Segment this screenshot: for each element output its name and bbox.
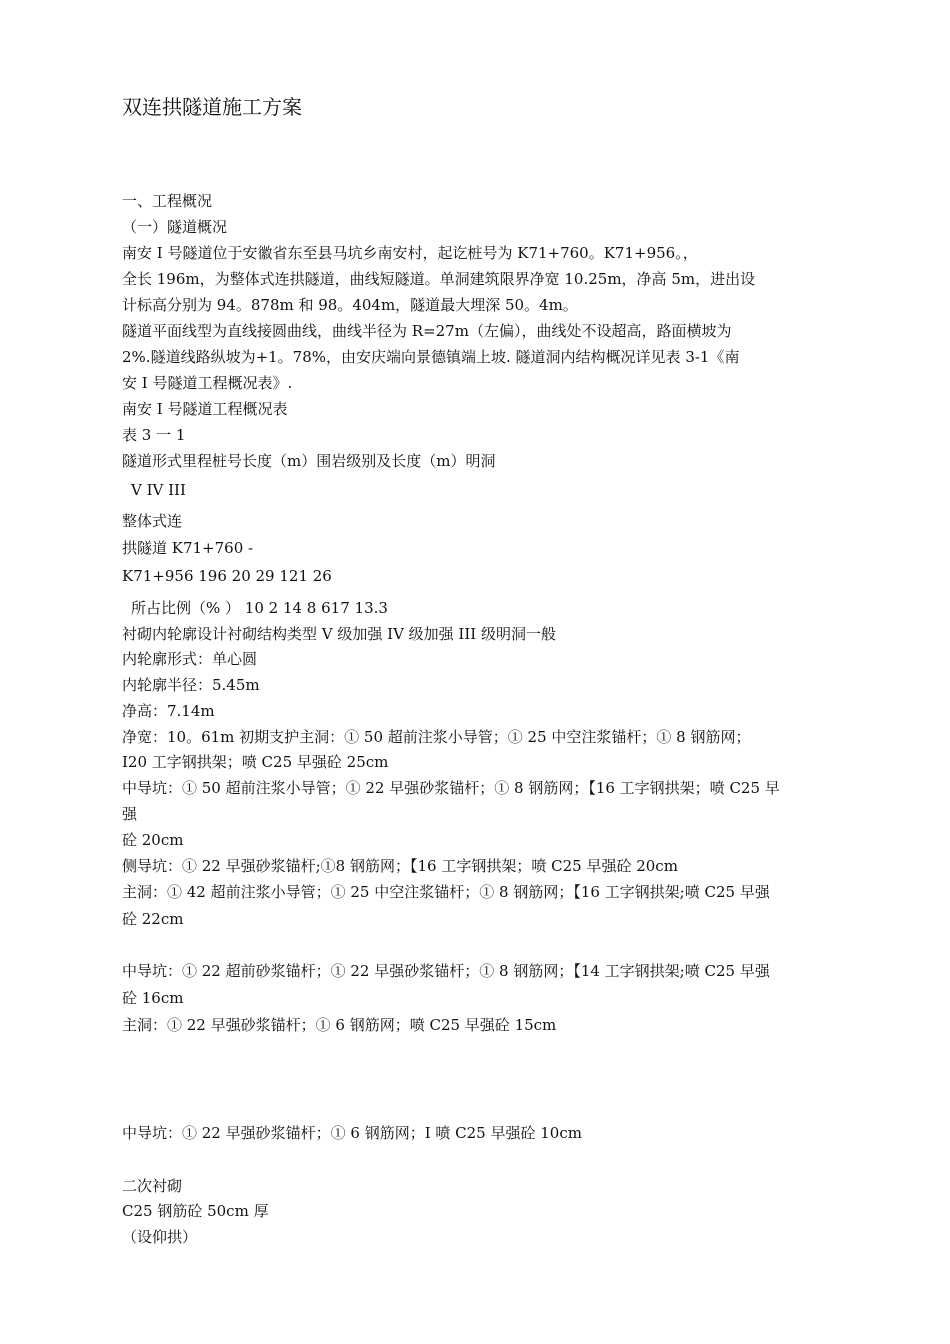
table-cell-line: 净宽：10。61m 初期支护主洞：① 50 超前注浆小导管；① 25 中空注浆锚杆；① 8 钢筋网；	[122, 728, 751, 746]
table-caption: 南安 I 号隧道工程概况表	[122, 400, 288, 418]
table-cell-line: 整体式连	[122, 512, 183, 530]
paragraph-line: 计标高分别为 94。878m 和 98。404m，隧道最大埋深 50。4m。	[122, 296, 578, 314]
table-cell-line: 中导坑：① 22 超前砂浆锚杆；① 22 早强砂浆锚杆；① 8 钢筋网；【14 工字钢拱架;喷 C25 早强	[122, 962, 770, 980]
table-cell-line: 中导坑：① 22 早强砂浆锚杆；① 6 钢筋网；I 喷 C25 早强砼 10cm	[122, 1124, 582, 1142]
table-cell-line: 主洞：① 22 早强砂浆锚杆；① 6 钢筋网；喷 C25 早强砼 15cm	[122, 1016, 557, 1034]
table-number: 表 3 一 1	[122, 426, 186, 444]
table-cell-line: （设仰拱）	[122, 1228, 198, 1246]
table-cell-line: 砼 20cm	[122, 831, 184, 849]
table-cell-line: 强	[122, 805, 138, 823]
table-cell-line: 内轮廓半径：5.45m	[122, 676, 260, 694]
table-cell-line: 衬砌内轮廓设计衬砌结构类型 V 级加强 IV 级加强 III 级明洞一般	[122, 625, 556, 643]
subsection-heading: （一）隧道概况	[122, 218, 228, 236]
paragraph-line: 2%.隧道线路纵坡为+1。78%，由安庆端向景德镇端上坡. 隧道洞内结构概况详见表 3-1《南	[122, 348, 740, 366]
table-cell-line: 砼 22cm	[122, 910, 184, 928]
paragraph-line: 隧道平面线型为直线接圆曲线，曲线半径为 R=27m（左偏），曲线处不设超高，路面横坡为	[122, 322, 732, 340]
table-cell-line: K71+956 196 20 29 121 26	[122, 567, 332, 585]
section-heading: 一、工程概况	[122, 192, 213, 210]
table-cell-line: I20 工字钢拱架；喷 C25 早强砼 25cm	[122, 753, 389, 771]
table-cell-line: 所占比例（% ） 10 2 14 8 617 13.3	[131, 599, 388, 617]
paragraph-line: 全长 196m，为整体式连拱隧道，曲线短隧道。单洞建筑限界净宽 10.25m，净高 5m，进出设	[122, 270, 756, 288]
table-cell-line: C25 钢筋砼 50cm 厚	[122, 1202, 269, 1220]
table-cell-line: 砼 16cm	[122, 989, 184, 1007]
table-cell-line: 二次衬砌	[122, 1177, 183, 1195]
table-header-line: V IV III	[131, 481, 186, 499]
table-cell-line: 内轮廓形式：单心圆	[122, 650, 258, 668]
table-header-line: 隧道形式里程桩号长度（m）围岩级别及长度（m）明洞	[122, 452, 496, 470]
table-cell-line: 侧导坑：① 22 早强砂浆锚杆;①8 钢筋网；【16 工字钢拱架；喷 C25 早强砼 20cm	[122, 857, 678, 875]
document-title: 双连拱隧道施工方案	[122, 95, 302, 119]
paragraph-line: 安 I 号隧道工程概况表》.	[122, 374, 293, 392]
table-cell-line: 拱隧道 K71+760 -	[122, 539, 254, 557]
table-cell-line: 净高：7.14m	[122, 702, 215, 720]
table-cell-line: 主洞：① 42 超前注浆小导管；① 25 中空注浆锚杆；① 8 钢筋网；【16 工字钢拱架;喷 C25 早强	[122, 883, 770, 901]
paragraph-line: 南安 I 号隧道位于安徽省东至县马坑乡南安村，起讫桩号为 K71+760。K71+956。，	[122, 244, 698, 262]
table-cell-line: 中导坑：① 50 超前注浆小导管；① 22 早强砂浆锚杆；① 8 钢筋网；【16 工字钢拱架；喷 C25 早	[122, 779, 780, 797]
